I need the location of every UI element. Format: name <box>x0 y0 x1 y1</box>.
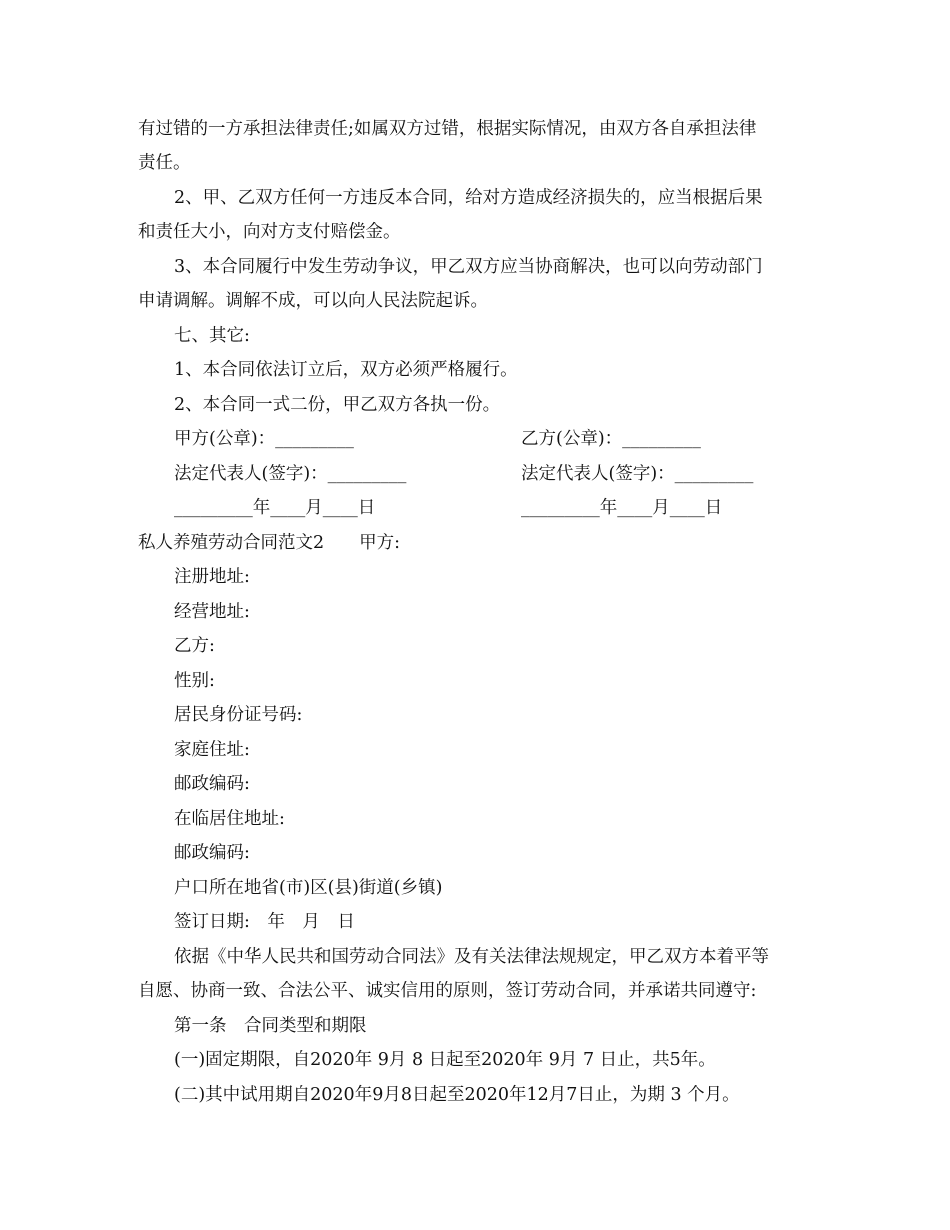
form-field-label: 性别: <box>174 671 215 691</box>
form-field-label: 乙方: <box>174 636 215 656</box>
party-a-seal-field: 甲方(公章)：_________ <box>174 429 354 449</box>
party-b-date-field: _________年____月____日 <box>521 498 723 518</box>
paragraph-line: 3、本合同履行中发生劳动争议，甲乙双方应当协商解决，也可以向劳动部门 <box>174 257 763 277</box>
intro-paragraph-line: 依据《中华人民共和国劳动合同法》及有关法律法规规定，甲乙双方本着平等 <box>174 947 769 967</box>
term-clause: (一)固定期限，自2020年 9月 8 日起至2020年 9月 7 日止，共5年。 <box>174 1050 716 1070</box>
intro-paragraph-line: 自愿、协商一致、合法公平、诚实信用的原则，签订劳动合同，并承诺共同遵守: <box>138 981 757 1001</box>
signing-date-field: 签订日期: 年 月 日 <box>174 912 355 932</box>
paragraph-line: 和责任大小，向对方支付赔偿金。 <box>138 222 401 242</box>
paragraph-line: 责任。 <box>138 153 191 173</box>
form-field-label: 经营地址: <box>174 602 250 622</box>
form-field-label: 邮政编码: <box>174 774 250 794</box>
term-clause: (二)其中试用期自2020年9月8日起至2020年12月7日止，为期 3 个月。 <box>174 1085 740 1105</box>
paragraph-line: 申请调解。调解不成，可以向人民法院起诉。 <box>138 291 488 311</box>
form-field-label: 邮政编码: <box>174 843 250 863</box>
party-a-representative-field: 法定代表人(签字)：_________ <box>174 464 407 484</box>
form-field-label: 居民身份证号码: <box>174 705 303 725</box>
form-field-label: 家庭住址: <box>174 740 250 760</box>
form-field-label: 注册地址: <box>174 567 250 587</box>
section-heading: 七、其它: <box>174 326 250 346</box>
contract-title: 私人养殖劳动合同范文2 甲方: <box>138 533 401 553</box>
clause-item: 1、本合同依法订立后，双方必须严格履行。 <box>174 360 518 380</box>
paragraph-line: 2、甲、乙双方任何一方违反本合同，给对方造成经济损失的，应当根据后果 <box>174 188 763 208</box>
party-b-seal-field: 乙方(公章)：_________ <box>521 429 701 449</box>
clause-item: 2、本合同一式二份，甲乙双方各执一份。 <box>174 395 501 415</box>
party-b-representative-field: 法定代表人(签字)：_________ <box>521 464 754 484</box>
party-a-date-field: _________年____月____日 <box>174 498 376 518</box>
paragraph-line: 有过错的一方承担法律责任;如属双方过错，根据实际情况，由双方各自承担法律 <box>138 119 757 139</box>
form-field-label: 在临居住地址: <box>174 809 285 829</box>
form-field-label: 户口所在地省(市)区(县)街道(乡镇) <box>174 878 443 898</box>
article-heading: 第一条 合同类型和期限 <box>174 1016 367 1036</box>
